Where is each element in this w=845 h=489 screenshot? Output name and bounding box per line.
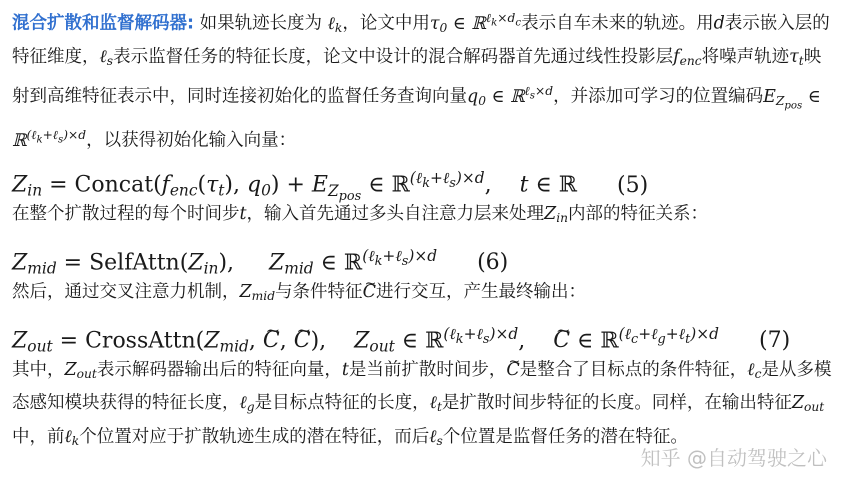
- text: 是从多模态感知模块获得的特征长度，: [12, 359, 832, 414]
- text: 其中，: [12, 359, 65, 380]
- text: 表示监督任务的特征长度，论文中设计的混合解码器首先通过线性投影层: [113, 47, 674, 68]
- text: 在整个扩散过程的每个时间步: [12, 204, 240, 225]
- text: 进行交互，产生最终输出：: [375, 281, 586, 302]
- equation-body: $Z_{in}$ = $Concat(f_{enc}(\tau_t)$, $q_0) + E_{Z_{pos}}$ ∈ ℝ$^{(\ell_k+\ell_s)\times d}$, t ∈ ℝ: [12, 169, 578, 204]
- text: ，以获得初始化输入向量：: [86, 130, 297, 151]
- text: 将噪声轨迹: [701, 47, 790, 68]
- math-inline: ℓ$_k$: [327, 13, 343, 35]
- math-inline: ℓ$_t$: [429, 393, 442, 415]
- text: 个位置是监督任务的潜在特征。: [442, 426, 688, 447]
- equation-7: [12, 312, 833, 356]
- text: 与条件特征: [275, 281, 363, 302]
- text: 表示自车未来的轨迹。用: [521, 13, 714, 34]
- math-inline: $\tau_t$: [789, 47, 804, 69]
- text: ，输入首先通过多头自注意力层来处理: [246, 204, 545, 225]
- text: 然后，通过交叉注意力机制，: [12, 281, 240, 302]
- equation-number: (5): [617, 172, 649, 198]
- math-inline: d: [713, 13, 725, 34]
- paragraph-3: [12, 278, 833, 312]
- equation-body: $Z_{mid}$ = $SelfAttn(Z_{in})$, $Z_{mid}$ ∈ ℝ$^{(\ell_k+\ell_s)\times d}$: [12, 246, 438, 278]
- math-inline: ~ C: [506, 356, 519, 386]
- math-inline: $f_{enc}$: [673, 47, 702, 69]
- math-inline: $Z_{out}$: [64, 359, 97, 381]
- equation-5: [12, 156, 833, 204]
- math-inline: $\tau_0$ ∈ ℝ$^{\ell_k\times d_c}$: [429, 11, 522, 35]
- text: ，论文中用: [342, 13, 430, 34]
- math-inline: t: [239, 204, 247, 225]
- math-inline: ℓ$_s$: [429, 426, 443, 448]
- text: ，并添加可学习的位置编码: [553, 86, 764, 107]
- text: 表示嵌入层的特征维度，: [12, 13, 830, 68]
- watermark: 知乎 @自动驾驶之心: [640, 446, 827, 470]
- equation-6: [12, 234, 833, 278]
- math-inline: $Z_{out}$: [791, 393, 825, 415]
- text: 是当前扩散时间步，: [348, 359, 507, 380]
- paragraph-4: [12, 356, 833, 457]
- text: 如果轨迹长度为: [194, 13, 328, 34]
- text: 映射到高维特征表示中，同时连接初始化的监督任务查询向量: [12, 47, 822, 107]
- equation-body: $Z_{out}$ = $CrossAttn(Z_{mid}$, ~ C, ~ C), $Z_{out}$ ∈ ℝ$^{(\ell_k+\ell_s)\times d}$, ~ C ∈ ℝ$^{(\ell_c+\ell_g+\ell_t)\times d}$: [12, 312, 719, 368]
- text: 内部的特征关系：: [568, 204, 709, 225]
- math-inline: $E_{Z_{pos}}$ ∈ ℝ$^{(\ell_k+\ell_s)\times d}$: [12, 86, 821, 151]
- equation-number: (7): [758, 327, 791, 353]
- equation-number: (6): [477, 250, 509, 276]
- math-inline: $Z_{mid}$: [239, 281, 276, 303]
- math-inline: ℓ$_c$: [747, 359, 762, 381]
- math-inline: ℓ$_k$: [64, 426, 80, 448]
- text: 是目标点特征的长度，: [254, 393, 430, 414]
- math-inline: t: [341, 359, 349, 380]
- math-inline: ~ C: [363, 278, 376, 308]
- text: 中，前: [12, 426, 65, 447]
- paragraph-2: [12, 200, 833, 234]
- math-inline: $Z_{in}$: [544, 204, 569, 226]
- paragraph-1: [12, 4, 833, 156]
- section-heading: 混合扩散和监督解码器:: [12, 13, 194, 34]
- text: 表示解码器输出后的特征向量，: [96, 359, 342, 380]
- text: 是扩散时间步特征的长度。同样，在输出特征: [441, 393, 792, 414]
- text: 是整合了目标点的条件特征，: [519, 359, 748, 380]
- math-inline: $q_0$ ∈ ℝ$^{\ell_s\times d}$: [467, 84, 554, 108]
- math-inline: ℓ$_g$: [239, 393, 255, 415]
- text: 个位置对应于扩散轨迹生成的潜在特征，而后: [79, 426, 430, 447]
- math-inline: ℓ$_s$: [99, 47, 114, 69]
